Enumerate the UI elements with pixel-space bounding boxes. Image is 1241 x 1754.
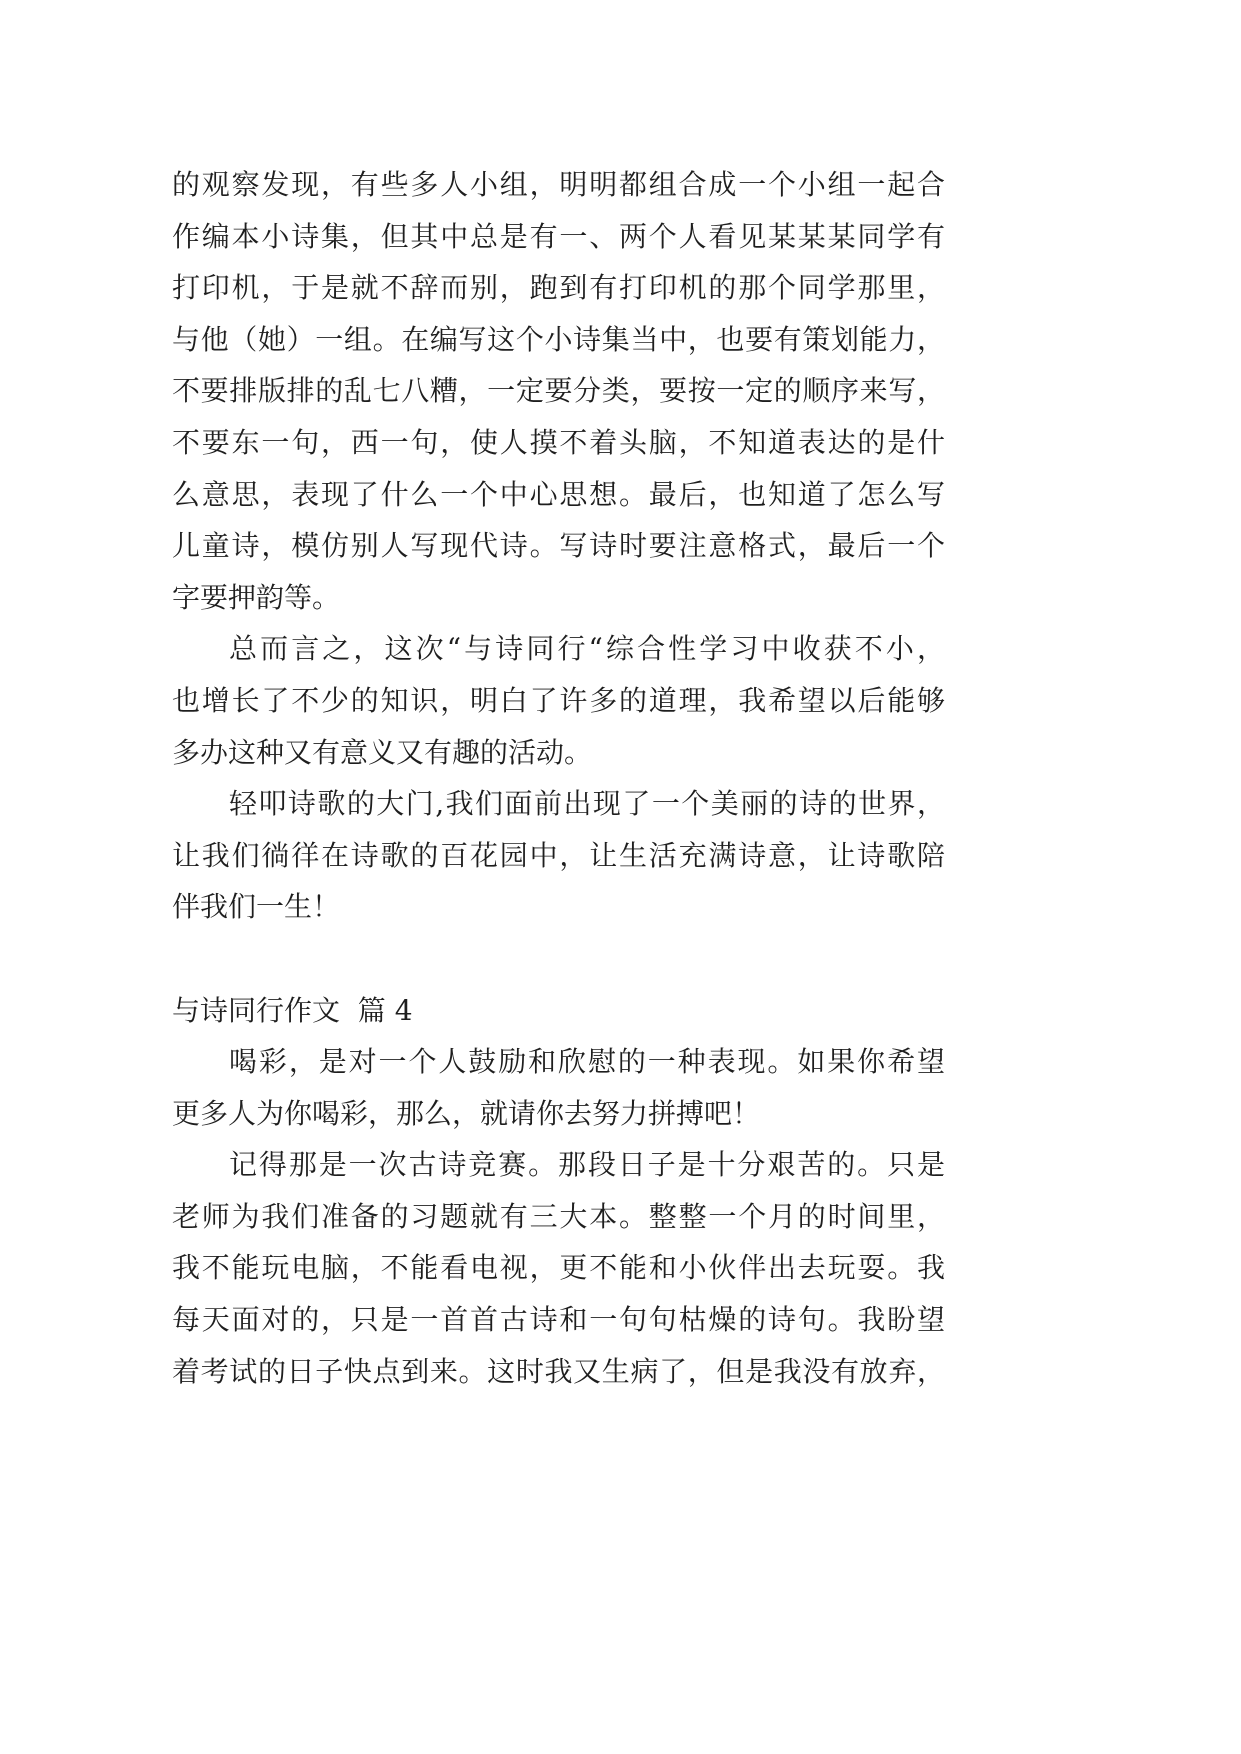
text-line: 儿童诗，模仿别人写现代诗。写诗时要注意格式，最后一个	[172, 529, 945, 563]
text-line: 作编本小诗集，但其中总是有一、两个人看见某某某同学有	[172, 219, 945, 253]
paragraph	[172, 623, 945, 778]
text-line: 么意思，表现了什么一个中心思想。最后，也知道了怎么写	[172, 477, 945, 511]
text-line: 的观察发现，有些多人小组，明明都组合成一个小组一起合	[172, 168, 945, 201]
text-line: 也增长了不少的知识，明白了许多的道理，我希望以后能够	[172, 683, 945, 717]
text-line: 更多人为你喝彩，那么，就请你去努力拼搏吧！	[172, 1096, 761, 1130]
text-line: 伴我们一生！	[172, 890, 341, 924]
text-line: 字要押韵等。	[172, 580, 341, 614]
text-line: 老师为我们准备的习题就有三大本。整整一个月的时间里，	[172, 1199, 945, 1233]
text-line: 不要东一句，西一句，使人摸不着头脑，不知道表达的是什	[172, 425, 945, 459]
paragraph	[172, 1036, 945, 1139]
text-line: 不要排版排的乱七八糟，一定要分类，要按一定的顺序来写，	[172, 374, 945, 408]
text-line: 着考试的日子快点到来。这时我又生病了，但是我没有放弃，	[172, 1354, 945, 1388]
continued-paragraph	[172, 159, 945, 623]
text-line: 每天面对的，只是一首首古诗和一句句枯燥的诗句。我盼望	[172, 1303, 945, 1337]
blank-line	[172, 933, 945, 985]
text-line: 让我们徜徉在诗歌的百花园中，让生活充满诗意，让诗歌陪	[172, 838, 945, 872]
text-line: 与他（她）一组。在编写这个小诗集当中，也要有策划能力，	[172, 322, 945, 356]
text-line: 记得那是一次古诗竞赛。那段日子是十分艰苦的。只是	[229, 1148, 945, 1182]
paragraph	[172, 1139, 945, 1397]
text-line: 打印机，于是就不辞而别，跑到有打印机的那个同学那里，	[172, 271, 945, 305]
section-heading: 与诗同行作文 篇 4	[172, 993, 413, 1027]
text-line: 轻叩诗歌的大门,我们面前出现了一个美丽的诗的世界，	[229, 787, 945, 821]
text-line: 总而言之，这次“与诗同行“综合性学习中收获不小，	[229, 632, 945, 666]
document-body	[172, 159, 945, 1397]
text-line: 我不能玩电脑，不能看电视，更不能和小伙伴出去玩耍。我	[172, 1251, 945, 1285]
text-line: 多办这种又有意义又有趣的活动。	[172, 735, 593, 769]
text-line: 喝彩，是对一个人鼓励和欣慰的一种表现。如果你希望	[229, 1045, 945, 1079]
paragraph	[172, 778, 945, 933]
